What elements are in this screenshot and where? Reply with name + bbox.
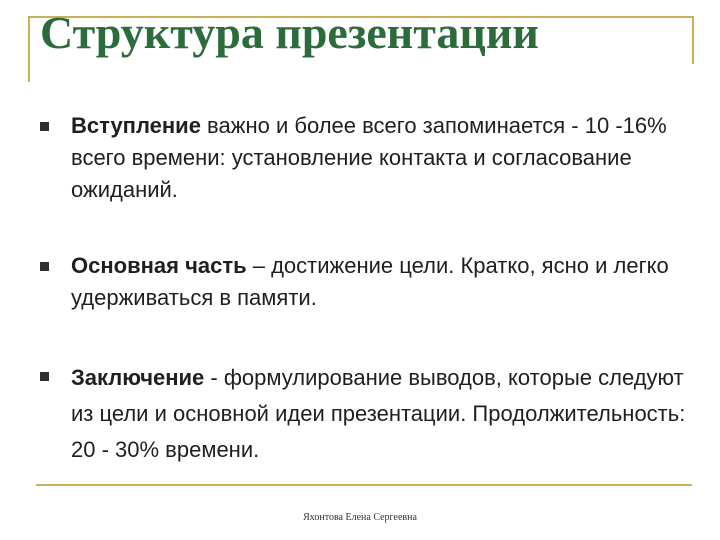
bullet-description: важно и более всего запоминается - 10 -16% всего времени: установление контакта и согласование ожиданий.	[71, 113, 667, 202]
bullet-text	[71, 250, 700, 314]
bullet-description: – достижение цели. Кратко, ясно и легко удерживаться в памяти.	[71, 253, 669, 310]
bullet-item-main-part	[40, 250, 700, 314]
square-bullet-icon	[40, 122, 49, 131]
bullet-term: Заключение	[71, 365, 205, 390]
bullet-term: Основная часть	[71, 253, 247, 278]
footer-author: Яхонтова Елена Сергеевна	[303, 512, 417, 523]
slide-title: Структура презентации	[40, 7, 539, 58]
bullet-text	[71, 360, 700, 468]
square-bullet-icon	[40, 262, 49, 271]
bullet-term: Вступление	[71, 113, 201, 138]
bullet-text	[71, 110, 700, 206]
bullet-item-conclusion	[40, 360, 700, 468]
square-bullet-icon	[40, 372, 49, 381]
footer-divider	[36, 484, 692, 486]
bullet-item-introduction	[40, 110, 700, 206]
bullet-description: - формулирование выводов, которые следуют из цели и основной идеи презентации. Продолжительность: 20 - 30% времени.	[71, 365, 686, 462]
